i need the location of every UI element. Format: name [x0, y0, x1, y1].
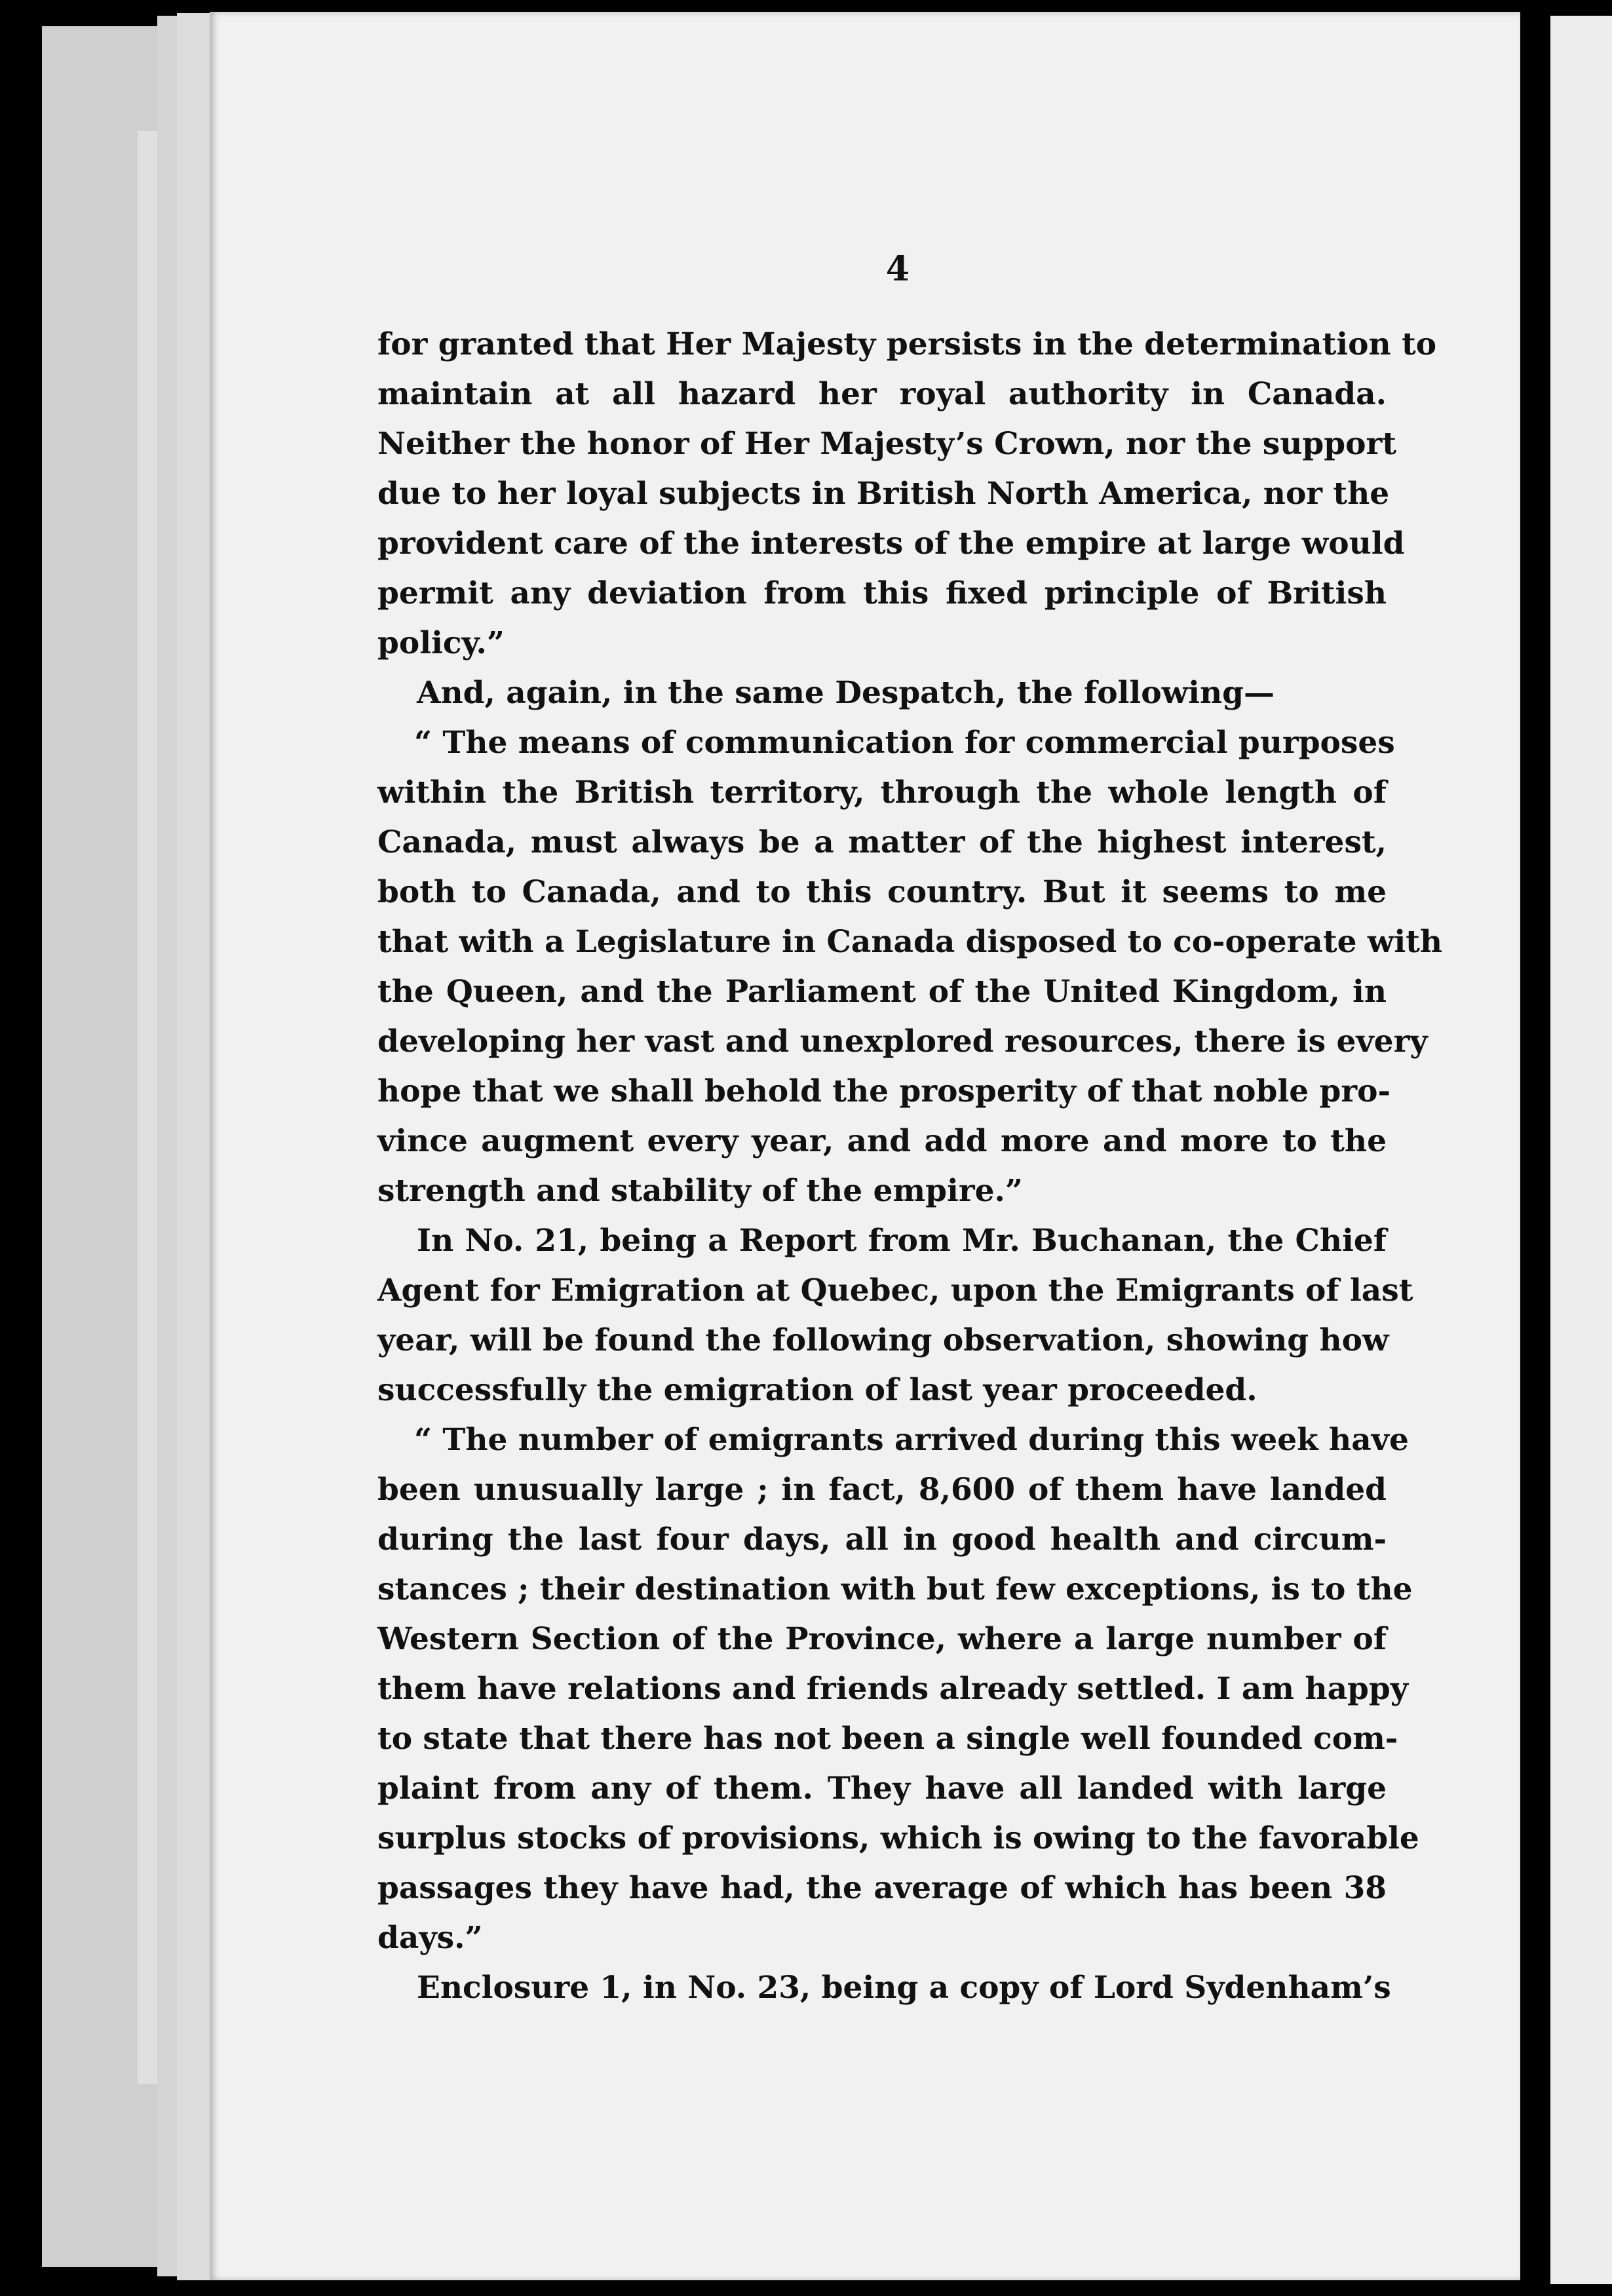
text-line: within the British territory, through the whole length of — [377, 775, 1387, 811]
text-line: surplus stocks of provisions, which is owing to the favorable — [377, 1820, 1419, 1856]
text-line: And, again, in the same Despatch, the following— — [417, 675, 1275, 711]
text-line: vince augment every year, and add more and more to the — [377, 1123, 1387, 1159]
text-line: to state that there has not been a single well founded com- — [377, 1721, 1398, 1757]
text-line: successfully the emigration of last year proceeded. — [377, 1372, 1257, 1408]
text-line: In No. 21, being a Report from Mr. Buchanan, the Chief — [417, 1223, 1387, 1259]
text-line: hope that we shall behold the prosperity of that noble pro- — [377, 1073, 1391, 1109]
text-line: been unusually large ; in fact, 8,600 of them have landed — [377, 1472, 1387, 1508]
page-number: 4 — [885, 249, 910, 289]
facing-page-edge — [1545, 16, 1612, 2284]
text-line: due to her loyal subjects in British North America, nor the — [377, 476, 1390, 512]
text-line: provident care of the interests of the empire at large would — [377, 526, 1405, 562]
text-line: developing her vast and unexplored resources, there is every — [377, 1024, 1428, 1060]
text-line: both to Canada, and to this country. But it seems to me — [377, 874, 1387, 910]
text-line: them have relations and friends already settled. I am happy — [377, 1671, 1409, 1707]
text-line: Neither the honor of Her Majesty’s Crown, nor the support — [377, 426, 1396, 462]
text-line: stances ; their destination with but few exceptions, is to the — [377, 1571, 1413, 1607]
text-line: for granted that Her Majesty persists in the determination to — [377, 326, 1437, 362]
text-line: Enclosure 1, in No. 23, being a copy of Lord Sydenham’s — [417, 1970, 1391, 2006]
text-line: passages they have had, the average of which has been 38 — [377, 1870, 1387, 1906]
text-line: Western Section of the Province, where a large number of — [377, 1621, 1387, 1657]
text-line: days.” — [377, 1920, 483, 1956]
text-line: “ The means of communication for commercial purposes — [414, 725, 1395, 761]
text-line: year, will be found the following observation, showing how — [377, 1322, 1389, 1358]
page-edge — [177, 13, 212, 2280]
text-line: plaint from any of them. They have all landed with large — [377, 1770, 1387, 1807]
text-line: permit any deviation from this fixed principle of British — [377, 575, 1387, 611]
text-line: Canada, must always be a matter of the highest interest, — [377, 824, 1387, 860]
text-line: maintain at all hazard her royal authority in Canada. — [377, 376, 1387, 412]
text-line: during the last four days, all in good health and circum- — [377, 1521, 1387, 1558]
text-line: “ The number of emigrants arrived during this week have — [414, 1422, 1409, 1458]
text-line: the Queen, and the Parliament of the United Kingdom, in — [377, 974, 1387, 1010]
text-line: strength and stability of the empire.” — [377, 1173, 1023, 1209]
body-text — [377, 320, 1443, 2013]
text-line: that with a Legislature in Canada disposed to co-operate with — [377, 924, 1443, 960]
text-line: Agent for Emigration at Quebec, upon the Emigrants of last — [377, 1272, 1413, 1309]
text-line: policy.” — [377, 625, 505, 661]
